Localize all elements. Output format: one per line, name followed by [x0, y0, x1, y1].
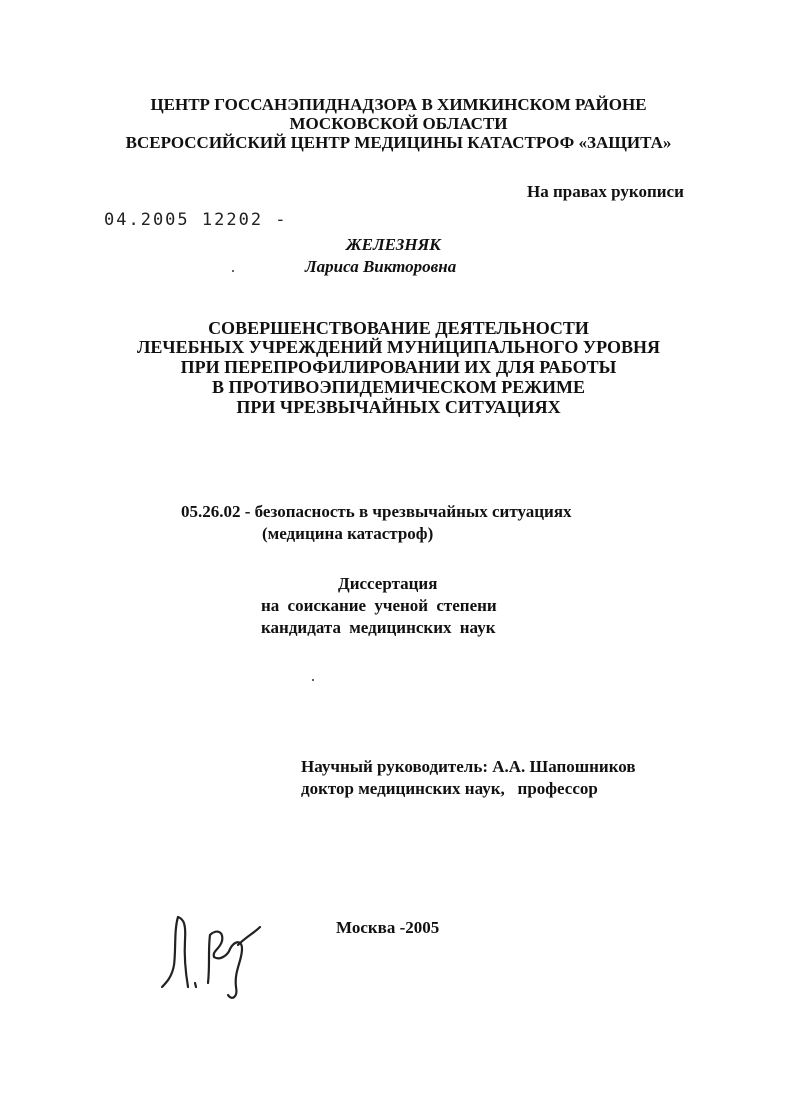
speck	[232, 270, 234, 272]
title-line-5: ПРИ ЧРЕЗВЫЧАЙНЫХ СИТУАЦИЯХ	[236, 397, 561, 417]
city-year: Москва -2005	[336, 918, 440, 937]
degree-line-3: кандидата медицинских наук	[261, 618, 496, 637]
specialty-line-2: (медицина катастроф)	[262, 524, 434, 543]
title-line-1: СОВЕРШЕНСТВОВАНИЕ ДЕЯТЕЛЬНОСТИ	[208, 318, 589, 338]
signature-icon	[150, 905, 270, 1005]
degree-line-2: на соискание ученой степени	[261, 596, 497, 615]
manuscript-note: На правах рукописи	[527, 182, 684, 201]
speck	[312, 679, 314, 681]
header-line-2: МОСКОВСКОЙ ОБЛАСТИ	[289, 114, 508, 133]
degree-line-1: Диссертация	[338, 574, 438, 593]
registration-stamp: 04.2005 12202 -	[104, 210, 288, 230]
header-line-1: ЦЕНТР ГОССАНЭПИДНАДЗОРА В ХИМКИНСКОМ РАЙОНЕ	[150, 95, 647, 114]
author-name: Лариса Викторовна	[305, 257, 457, 276]
supervisor-line-2: доктор медицинских наук, профессор	[301, 779, 598, 798]
title-line-3: ПРИ ПЕРЕПРОФИЛИРОВАНИИ ИХ ДЛЯ РАБОТЫ	[180, 357, 617, 377]
title-line-2: ЛЕЧЕБНЫХ УЧРЕЖДЕНИЙ МУНИЦИПАЛЬНОГО УРОВНЯ	[137, 337, 660, 357]
header-line-3: ВСЕРОССИЙСКИЙ ЦЕНТР МЕДИЦИНЫ КАТАСТРОФ «ЗАЩИТА»	[125, 133, 672, 152]
author-surname: ЖЕЛЕЗНЯК	[346, 235, 441, 254]
specialty-line-1: 05.26.02 - безопасность в чрезвычайных ситуациях	[181, 502, 572, 521]
supervisor-line-1: Научный руководитель: А.А. Шапошников	[301, 757, 636, 776]
title-line-4: В ПРОТИВОЭПИДЕМИЧЕСКОМ РЕЖИМЕ	[211, 377, 586, 397]
